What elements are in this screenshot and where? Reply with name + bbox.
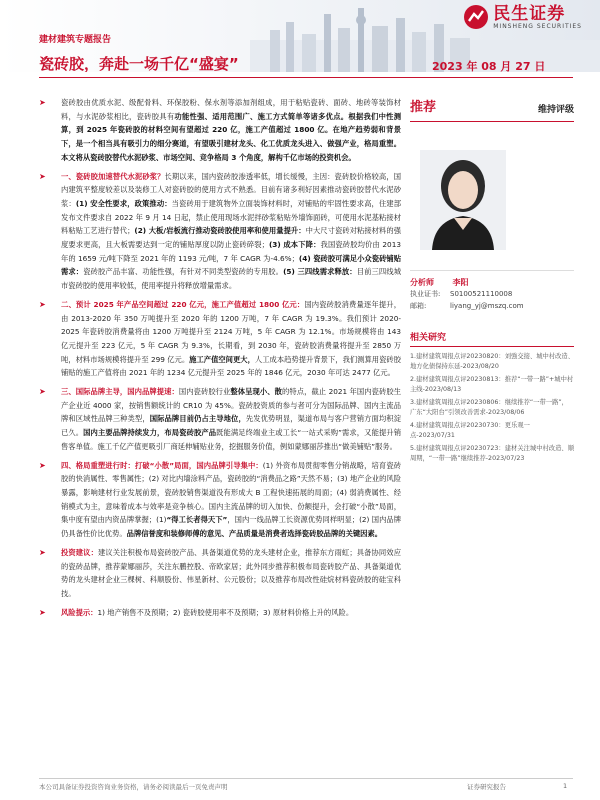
para-bold: 施工产值空间更大， bbox=[189, 354, 255, 364]
section-heading: 投资建议： bbox=[61, 547, 98, 557]
bullet-icon: ➤ bbox=[39, 299, 46, 309]
bullet-icon: ➤ bbox=[39, 98, 46, 107]
bullet-icon: ➤ bbox=[39, 607, 46, 617]
section-heading: 风险提示： bbox=[61, 607, 98, 617]
para-bold: (2) 大板/岩板流行推动瓷砖胶使用率和使用量提升： bbox=[134, 226, 306, 236]
summary-paragraph-5 bbox=[39, 459, 401, 541]
sidebar bbox=[410, 96, 574, 467]
summary-paragraph-2 bbox=[39, 170, 401, 293]
rating-row bbox=[410, 96, 574, 122]
summary-paragraph-3 bbox=[39, 298, 401, 380]
cert-value: S0100521110008 bbox=[450, 290, 513, 298]
para-text: (1) 外资布局贯彻零售分销战略，培育瓷砖胶的快消属性、零售属性；(2) 对比内墙涂料产品，瓷砖胶的“消费品之路”天然不易；(3) 地产企业的风险暴露，影响建材行业发展前景，瓷砖胶销售渠道没有形成大 B 工程快速拓展的局面；(4) 弱消费属性、经销模式为主，意味着成本与效率是竞争核心。国内主流品牌的切入加快、份额提升，会打破“小散”局面，集中度有望由内资品牌掌握；(1) bbox=[61, 460, 402, 525]
para-bold: (3) 成本下降： bbox=[268, 240, 321, 250]
para-bold: 国际品牌目前仍占主导地位， bbox=[149, 414, 246, 424]
analyst-label: 分析师 bbox=[410, 278, 434, 287]
related-research-title: 相关研究 bbox=[410, 330, 574, 347]
summary-paragraph-7 bbox=[39, 606, 401, 620]
bullet-icon: ➤ bbox=[39, 387, 46, 397]
summary-paragraph-6 bbox=[39, 546, 401, 601]
para-bold: 品牌信誉度和装修师傅的意见、产品质量是消费者选择瓷砖胶品牌的关键因素。 bbox=[126, 529, 383, 539]
related-item[interactable]: 3.建材建筑周报点评20230806：继续推荐“一带一路”，广东“大阳台”引领改善需求-2023/08/06 bbox=[410, 399, 568, 416]
analyst-cert bbox=[410, 288, 574, 300]
logo-cn-text: 民生证券 bbox=[493, 3, 566, 24]
para-text: 瓷砖胶产品丰富、功能性强，有针对不同类型瓷砖的专用胶。 bbox=[83, 267, 284, 277]
related-item[interactable]: 4.建材建筑周报点评20230730：更乐观一点-2023/07/31 bbox=[410, 422, 530, 439]
header-divider bbox=[39, 77, 573, 78]
para-bold: 国内主要品牌持续发力，布局瓷砖胶产品 bbox=[83, 428, 217, 438]
para-bold: 功能性强、适用范围广、施工方式简单等诸多优点。根据我们中性测算，到 2025 年瓷砖胶的材料空间有望超过 220 亿，施工产值超过 1800 亿。在地产趋势弱和背景下，是一个相当具有吸引力的细分赛道，有望吸引建材龙头、化工优质龙头进入、做强产业，格局重塑。本文将从瓷砖胶替代水泥砂浆、市场空间、竞争格局 3 个角度，解构千亿市场的投资机会。 bbox=[61, 111, 401, 162]
report-type: 建材建筑专题报告 bbox=[39, 35, 112, 45]
bullet-icon: ➤ bbox=[39, 547, 46, 557]
report-date: 2023 年 08 月 27 日 bbox=[432, 60, 546, 72]
bullet-icon: ➤ bbox=[39, 171, 46, 181]
para-text: 国内瓷砖胶行业 bbox=[178, 387, 231, 397]
para-text: 中大尺寸瓷砖对粘接材料的强度要求更高，且大板需要达到一定的铺贴厚度以防止瓷砖碎裂； bbox=[61, 226, 402, 250]
para-bold: “得工长者得天下” bbox=[166, 515, 228, 525]
report-title: 瓷砖胶，奔赴一场千亿“盛宴” bbox=[39, 55, 239, 72]
para-bold: (1) 安全性要求，政策推动： bbox=[75, 198, 172, 208]
email-label: 邮箱: bbox=[410, 302, 427, 310]
rating: 维持评级 bbox=[537, 105, 574, 115]
para-bold: (5) 三四线需求释放： bbox=[283, 267, 357, 277]
company-logo bbox=[463, 4, 582, 30]
cert-label: 执业证书: bbox=[410, 290, 441, 298]
para-bold: (4) 瓷砖胶可满足小众瓷砖铺贴需求： bbox=[61, 253, 401, 277]
bullet-icon: ➤ bbox=[39, 460, 46, 470]
para-text: ，国内一线品牌工长资源优势同样明显；(2) 国内品牌仍具备性价比优势。 bbox=[61, 515, 402, 539]
para-text: 1) 地产销售不及预期；2) 瓷砖胶使用率不及预期；3) 原材料价格上升的风险。 bbox=[97, 607, 354, 617]
related-item[interactable]: 5.建材建筑周报点评20230723：建材关注城中村改造、顺周期，“一带一路”继续推荐-2023/07/23 bbox=[410, 445, 574, 462]
email-value[interactable]: liyang_yj@mszq.com bbox=[450, 302, 524, 310]
logo-en-text: MINSHENG SECURITIES bbox=[493, 22, 582, 30]
analyst-row bbox=[410, 270, 574, 288]
summary-paragraph-4 bbox=[39, 385, 401, 454]
summary-body bbox=[39, 96, 401, 624]
para-text: 目前三四线城市瓷砖胶的使用率较低，使用率提升将释放增量需求。 bbox=[61, 267, 402, 291]
section-heading: 三、国际品牌主导，国内品牌提速： bbox=[61, 387, 179, 397]
para-bold: 整体呈现小、散 bbox=[230, 387, 282, 397]
related-item[interactable]: 1.建材建筑周报点评20230820：刘強交接、城中村改造、地方化债保持东延-2023/08/20 bbox=[410, 353, 574, 370]
para-text: 当瓷砖用于建筑物外立面装饰材料时，对铺贴的牢固性要求高，住建部发布文件要求自 2022 年 9 月 14 日起，禁止使用现场水泥拌砂浆粘贴外墙饰面砖，可使用水泥基粘接材料粘贴工艺进行替代； bbox=[61, 198, 402, 236]
report-header bbox=[0, 0, 600, 72]
para-text: 长期以来，国内瓷砖胶渗透率低，增长缓慢，主因：瓷砖胶价格较高，国内建筑平整度较差以及装修工人对瓷砖胶的使用方式不熟悉。目前有诸多利好因素推动瓷砖胶替代水泥砂浆： bbox=[61, 171, 402, 208]
analyst-name: 李阳 bbox=[452, 278, 469, 287]
section-heading: 二、预计 2025 年产品空间超过 220 亿元，施工产值超过 1800 亿元： bbox=[61, 299, 305, 309]
analyst-photo bbox=[420, 150, 506, 250]
para-text: 国内瓷砖胶消费量逐年提升，由 2013-2020 年 350 万吨提升至 2020 年的 1200 万吨，7 年 CAGR 为 19.3%。我们预计 2020-2025 年瓷砖胶消费量将由 1200 万吨提升至 2124 万吨，5 年 CAGR 为 12.1%。市场规模将由 143 亿元提升至 223 亿元，5 年 CAGR 为 9.3%，长期看，到 2030 年，瓷砖胶消费量将提升至 2850 万吨，材料市场规模将提升至 299 亿元。 bbox=[61, 299, 402, 364]
para-text: 既能满足终端业主或工长“一站式采购”需求，又能提升销售客单值。施工千亿产值更吸引厂商延伸辅贴业务，挖掘服务价值，例如蒙娜丽莎推出“做美铺贴”服务。 bbox=[61, 428, 402, 451]
footer-divider bbox=[39, 778, 573, 779]
summary-paragraph-1 bbox=[39, 96, 401, 165]
para-text: 我国瓷砖胶均价由 2013 年的 1659 元/吨下降至 2021 年的 1193 元/吨，7 年 CAGR 为-4.6%； bbox=[61, 240, 401, 263]
logo-mark-icon bbox=[463, 4, 489, 30]
para-text: 瓷砖胶由优质水泥、级配骨料、环保胶粉、保水剂等添加剂组成，用于粘贴瓷砖、面砖、地砖等装饰材料，与水泥砂浆相比，瓷砖胶具有 bbox=[61, 98, 401, 121]
page-footer bbox=[39, 782, 573, 794]
footer-brand: 证券研究报告 bbox=[467, 783, 506, 791]
para-text: 先发优势明显，渠道布局与客户营销方面均积淀已久。 bbox=[61, 414, 402, 438]
analyst-email bbox=[410, 300, 574, 312]
para-text: 建议关注积极布局瓷砖胶产品、具备渠道优势的龙头建材企业，推荐东方雨虹；具备协同效应的瓷砖品牌，推荐蒙娜丽莎，关注东鹏控股、帝欧家居；此外同步推荐积极布局瓷砖胶产品、具备渠道优势的龙头建材企业三棵树、科顺股份、伟星新材、公元股份；以及推荐布局改性硅烷材料瓷砖胶的硅宝科技。 bbox=[61, 547, 401, 598]
recommendation: 推荐 bbox=[410, 100, 437, 115]
footer-disclaimer: 本公司具备证券投资咨询业务资格，请务必阅读最后一页免责声明 bbox=[39, 783, 228, 791]
related-item[interactable]: 2.建材建筑周报点评20230813：推荐“一带一路”+城中村主线-2023/08/13 bbox=[410, 376, 574, 393]
section-heading: 一、瓷砖胶加速替代水泥砂浆？ bbox=[61, 171, 165, 181]
para-text: 人工成本趋势提升背景下，我们测算用瓷砖胶铺贴的施工产值将由 2021 年的 1234 亿元提升至 2025 年的 1846 亿元，2030 年可达 2477 亿元。 bbox=[61, 354, 401, 378]
para-text: 的特点，截止 2021 年国内瓷砖胶生产企业近 4000 家，按销售额统计的 CR10 为 45%。瓷砖胶资质的参与者可分为国际品牌、国内主流品牌和区域性品牌三种类型， bbox=[61, 387, 402, 424]
section-heading: 四、格局重塑进行时：打破“小散”局面，国内品牌引导集中： bbox=[61, 460, 263, 470]
page-number: 1 bbox=[563, 782, 568, 790]
related-research-list bbox=[410, 352, 574, 464]
